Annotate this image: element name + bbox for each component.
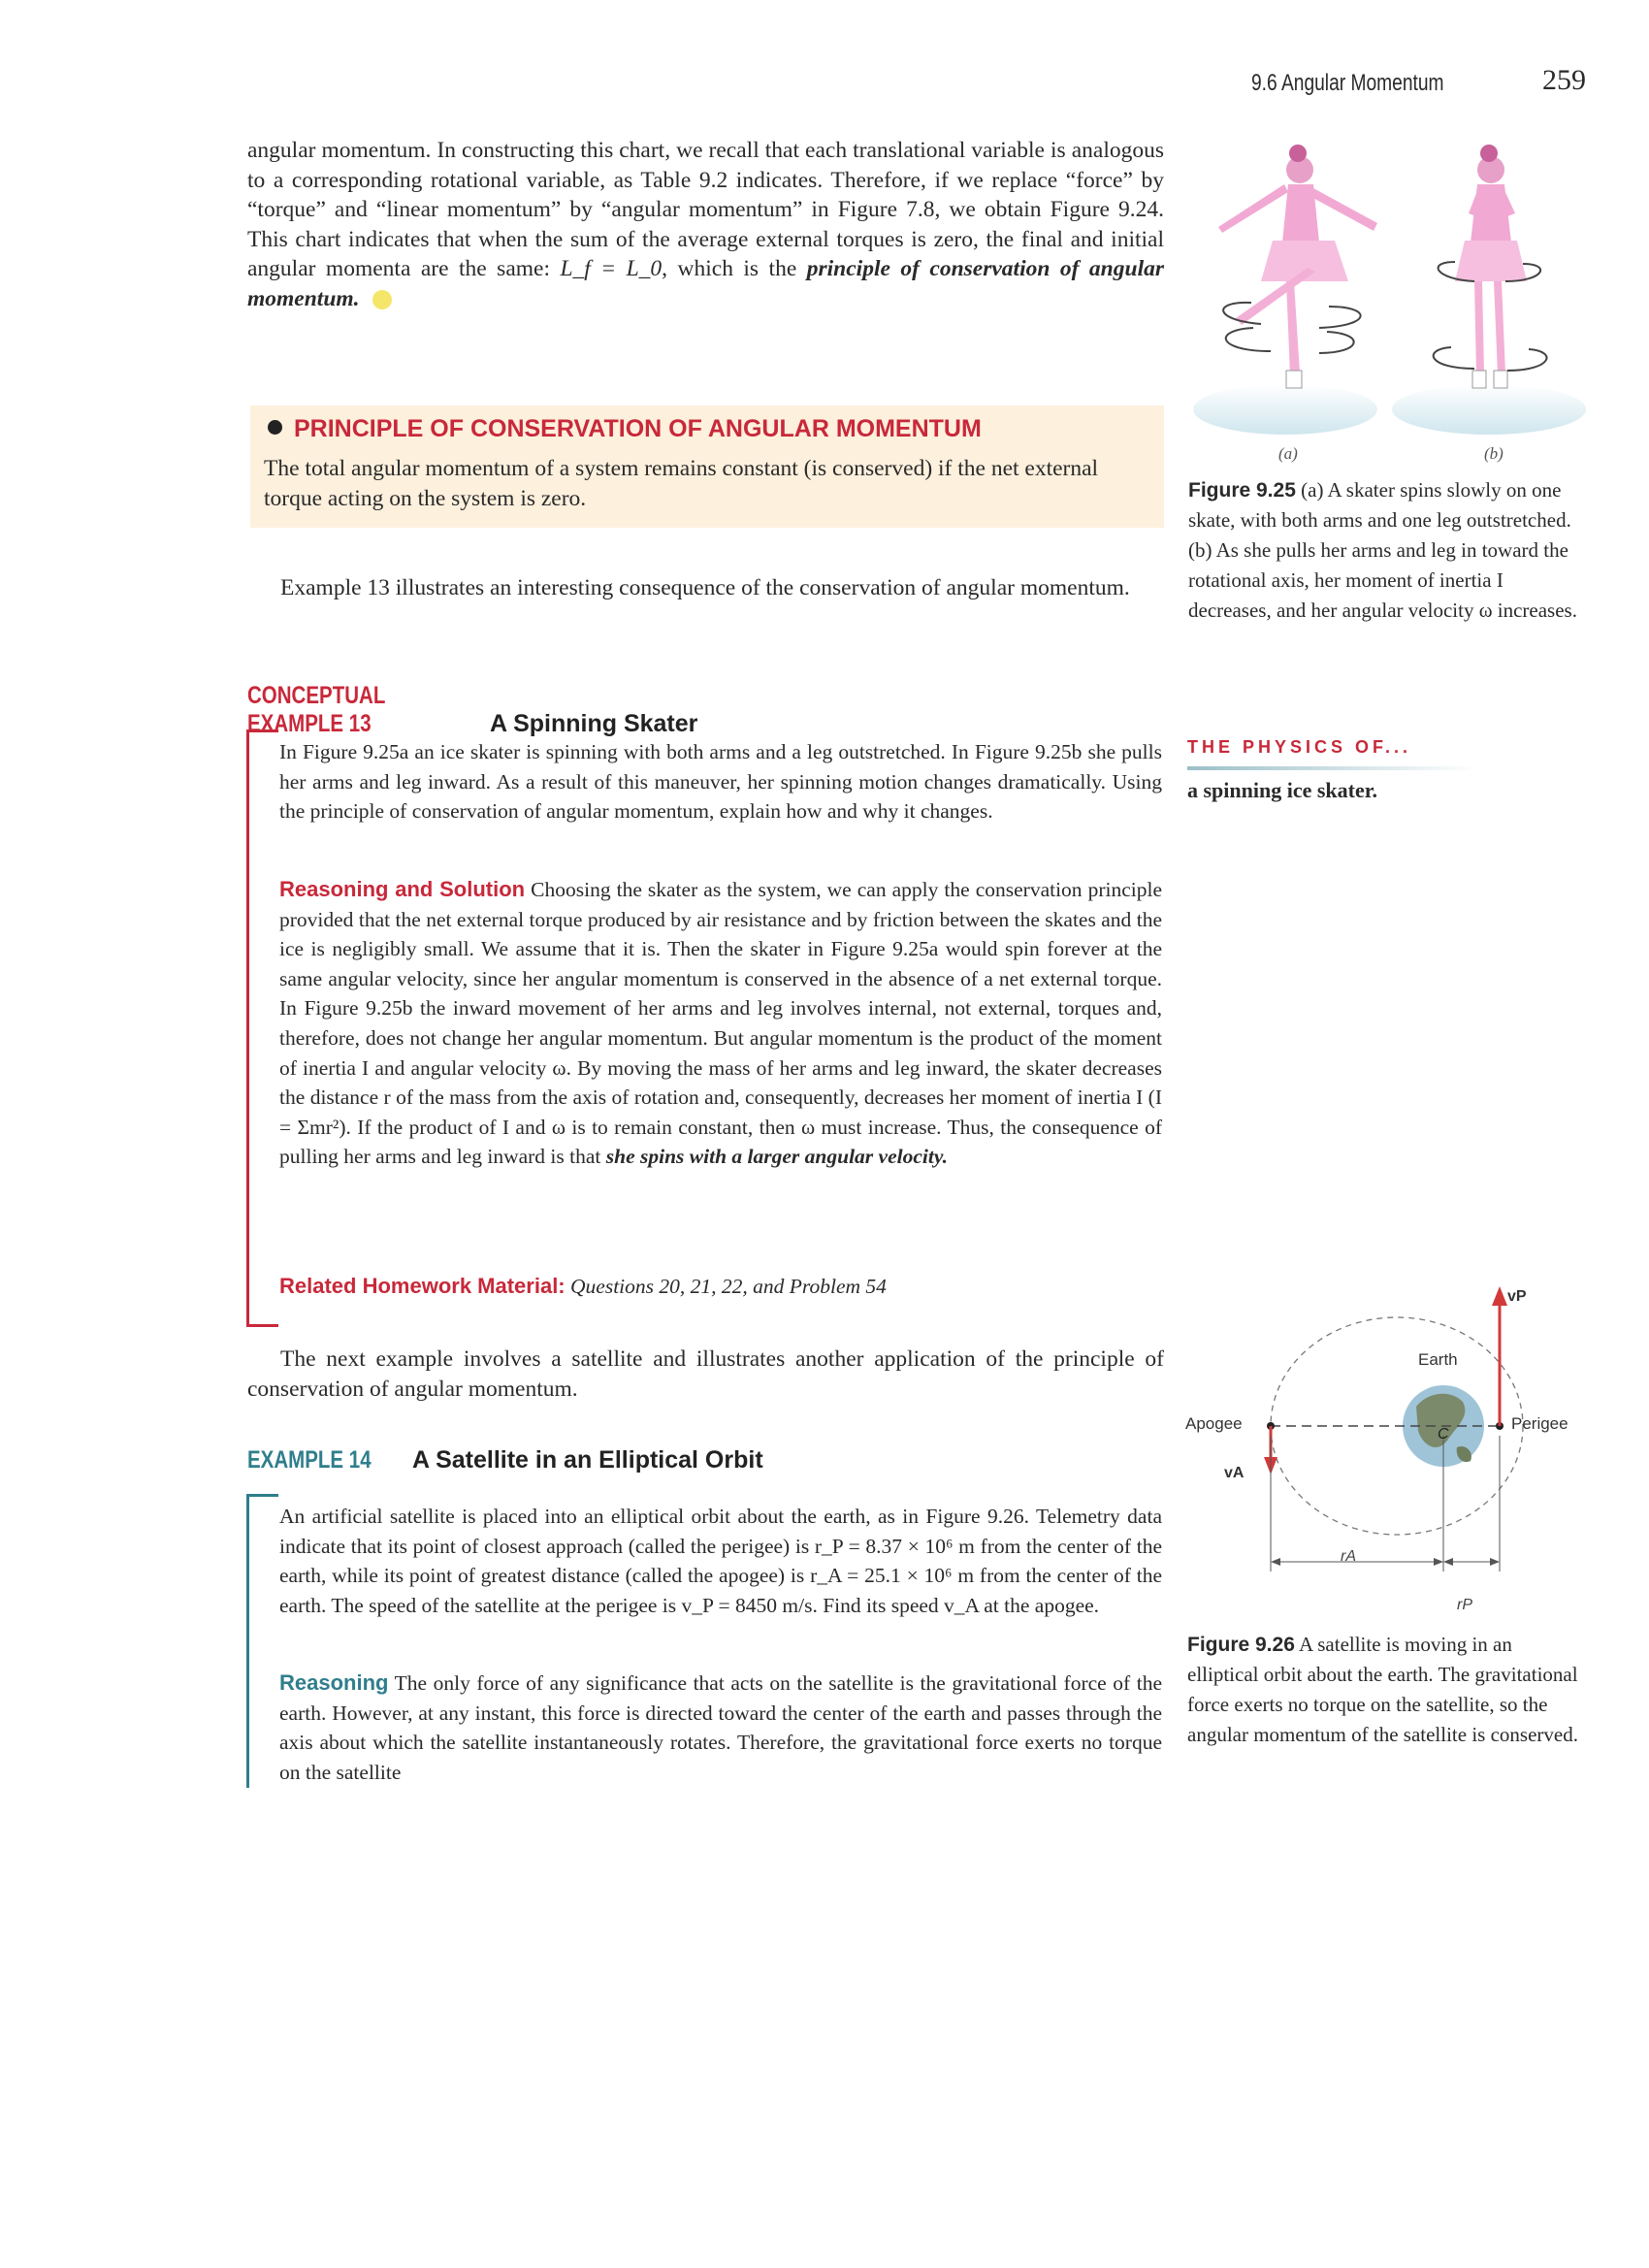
earth-label: Earth: [1418, 1350, 1458, 1369]
example14-intro: The next example involves a satellite and illustrates another application of the principle of conservation of angular momentum.: [247, 1346, 1164, 1402]
figure-9-26-caption: Figure 9.26 A satellite is moving in an elliptical orbit about the earth. The gravitational force exerts no torque on the satellite, so the angular momentum of the satellite is conserved.: [1187, 1633, 1578, 1746]
principle-title: PRINCIPLE OF CONSERVATION OF ANGULAR MOMENTUM: [268, 415, 982, 443]
example14-label: EXAMPLE 14: [247, 1446, 372, 1474]
vp-label: vP: [1507, 1288, 1527, 1305]
va-label: vA: [1224, 1465, 1245, 1481]
example14-title: A Satellite in an Elliptical Orbit: [412, 1446, 763, 1474]
figure-9-25-label: Figure 9.25: [1188, 479, 1296, 502]
example13-problem: In Figure 9.25a an ice skater is spinning with both arms and a leg outstretched. In Figure 9.25b she pulls her arms and leg inward. As a result of this maneuver, her spinning motion changes dramatically. Using the principle of conservation of angular momentum, explain how and why it changes.: [279, 740, 1162, 824]
ra-label: rA: [1341, 1548, 1356, 1565]
figure-9-26-diagram: [1174, 1280, 1600, 1630]
example13-heading: [247, 682, 697, 738]
running-header: 9.6 Angular Momentum: [1251, 70, 1444, 96]
perigee-label: Perigee: [1511, 1414, 1568, 1433]
page-number: 259: [1542, 64, 1586, 96]
example14-reasoning: Reasoning The only force of any significance that acts on the satellite is the gravitational force of the earth. However, at any instant, this force is directed toward the center of the earth and passes through the axis about which the satellite instantaneously rotates. Therefore, the gravitational force exerts no torque on the satellite: [279, 1670, 1162, 1784]
apogee-label: Apogee: [1185, 1414, 1243, 1433]
intro-paragraph: angular momentum. In constructing this chart, we recall that each translational variable is analogous to a corresponding rotational variable, as Table 9.2 indicates. Therefore, if we replace “force” by “torque” and “linear momentum” by “angular momentum” in Figure 7.8, we obtain Figure 9.24. This chart indicates that when the sum of the average external torques is zero, the final and initial angular momenta are the same: L_f = L_0, which is the principle of conservation of angular momentum.: [247, 138, 1164, 311]
skater-b: [1434, 145, 1547, 388]
physics-of-rule: [1187, 766, 1478, 770]
physics-of-text: a spinning ice skater.: [1187, 778, 1378, 802]
example13-reasoning: Reasoning and Solution Choosing the skater as the system, we can apply the conservation principle provided that the net external torque produced by air resistance and by friction between the skates and the ice is negligibly small. We assume that it is. Then the skater in Figure 9.25a would spin forever at the same angular velocity, since her angular momentum is conserved in the absence of a net external torque. In Figure 9.25b the inward movement of her arms and leg involves internal, not external, torques and, therefore, does not change her angular momentum. But angular momentum is the product of the moment of inertia I and angular velocity ω. By moving the mass of her arms and leg inward, the skater decreases the distance r of the mass from the axis of rotation and, consequently, decreases her moment of inertia I (I = Σmr²). If the product of I and ω is to remain constant, then ω must increase. Thus, the consequence of pulling her arms and leg inward is that she spins with a larger angular velocity.: [279, 877, 1163, 1169]
example13-label: CONCEPTUAL EXAMPLE 13: [247, 682, 386, 737]
figure-9-25-caption: Figure 9.25 (a) A skater spins slowly on one skate, with both arms and one leg outstretched. (b) As she pulls her arms and leg in toward the rotational axis, her moment of inertia I decreases, and her angular velocity ω increases.: [1188, 478, 1577, 622]
physics-of-heading: THE PHYSICS OF...: [1187, 737, 1412, 757]
skater-a: [1218, 145, 1377, 388]
example13-homework: [279, 1272, 1162, 1302]
principle-box: [250, 405, 1164, 528]
homework-label: Related Homework Material:: [279, 1274, 566, 1298]
example13-bracket: [246, 729, 278, 1327]
example13-title: A Spinning Skater: [490, 710, 698, 737]
center-label: C: [1438, 1426, 1449, 1442]
figure-9-25-illustration: [1193, 126, 1591, 456]
marker-dot: [372, 290, 392, 309]
example14-problem: An artificial satellite is placed into an elliptical orbit about the earth, as in Figure 9.26. Telemetry data indicate that its point of closest approach (called the perigee) is r_P = 8.37 × 10⁶ m from the center of the earth, while its point of greatest distance (called the apogee) is r_A = 25.1 × 10⁶ m from the center of the earth. The speed of the satellite at the perigee is v_P = 8450 m/s. Find its speed v_A at the apogee.: [279, 1505, 1162, 1617]
reasoning-label: Reasoning and Solution: [279, 877, 526, 901]
example13-intro: Example 13 illustrates an interesting consequence of the conservation of angular momentum.: [280, 575, 1130, 600]
figure-9-25-label-a: (a): [1278, 444, 1298, 463]
reasoning-label-14: Reasoning: [279, 1670, 389, 1695]
bullet-icon: [268, 420, 282, 435]
example14-bracket: [246, 1494, 278, 1788]
homework-refs: Questions 20, 21, 22, and Problem 54: [570, 1275, 887, 1298]
rp-label: rP: [1457, 1597, 1472, 1613]
principle-text: The total angular momentum of a system remains constant (is conserved) if the net external torque acting on the system is zero.: [264, 456, 1099, 511]
figure-9-26-label: Figure 9.26: [1187, 1634, 1295, 1656]
figure-9-25-label-b: (b): [1484, 444, 1504, 463]
example14-heading: [247, 1446, 763, 1474]
equation: L_f = L_0: [560, 256, 663, 281]
